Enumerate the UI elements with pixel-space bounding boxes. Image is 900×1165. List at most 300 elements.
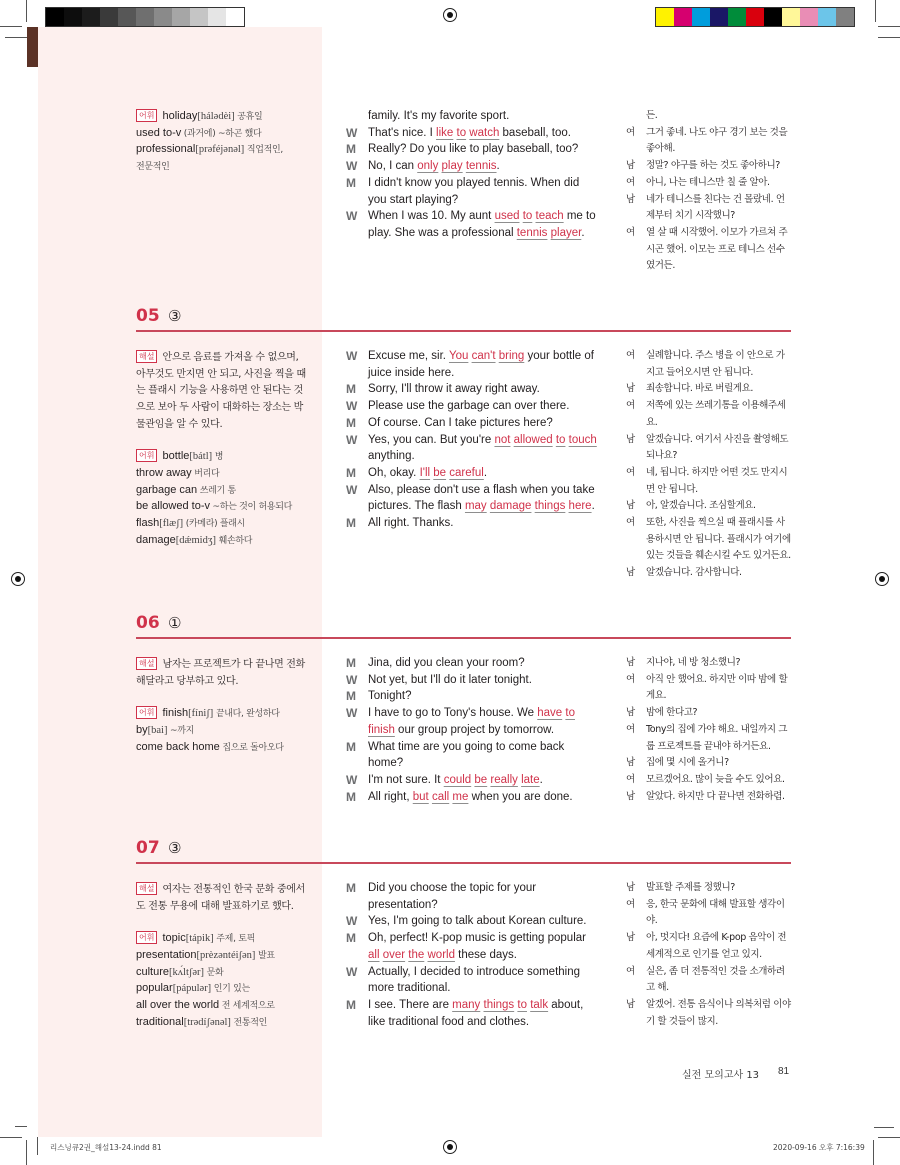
dialogue-line	[368, 398, 569, 415]
translation-line: 정말? 야구를 하는 것도 좋아하니?	[646, 160, 780, 172]
answer-blank: could	[443, 773, 472, 786]
dialogue-line	[368, 175, 579, 192]
translation-line: 그거 좋네. 나도 야구 경기 보는 것을	[646, 126, 788, 138]
vocab-meaning: 끝내다, 완성하다	[213, 709, 280, 720]
speaker-label: M	[346, 465, 356, 480]
dialogue-line	[368, 755, 403, 772]
vocab-entry	[136, 947, 275, 964]
explanation-text: 도 전통 무용에 대해 발표하기로 했다.	[136, 900, 294, 912]
vocab-meaning: 전통적인	[230, 1017, 268, 1028]
registration-mark-top	[443, 8, 457, 22]
vocab-ipa: [trədíʃənəl]	[183, 1016, 231, 1028]
dialogue-line	[368, 108, 509, 125]
dialogue-line	[368, 980, 450, 997]
crop-mark	[26, 1140, 27, 1165]
dialogue-line	[368, 897, 438, 914]
translation-line: 알았다. 하지만 다 끝나면 전화하렴.	[646, 790, 785, 802]
translation-line: 아니, 나는 테니스만 칠 줄 알아.	[646, 176, 770, 188]
answer-mark: ③	[168, 839, 182, 857]
dialogue-text: I didn't know you played tennis. When did	[368, 176, 580, 189]
vocab-ipa: [pápulər]	[172, 983, 212, 995]
speaker-label: W	[346, 482, 358, 497]
vocab-meaning: 직업적인,	[244, 145, 283, 156]
color-swatch	[136, 8, 154, 26]
translation-line: 아, 멋지다! 요즘에 K-pop 음악이 전	[646, 932, 787, 944]
answer-blank: to	[456, 126, 467, 139]
translation-speaker: 여	[626, 773, 636, 785]
translation-line: 열 살 때 시작했어. 이모가 가르쳐 주	[646, 226, 788, 238]
translation-speaker: 여	[626, 226, 636, 238]
translation-speaker: 남	[626, 932, 636, 944]
translation-speaker: 여	[626, 898, 636, 910]
explanation-tag: 해설	[136, 657, 157, 670]
translation-speaker: 남	[626, 383, 636, 395]
dialogue-line	[368, 482, 595, 499]
slug-filename: 리스닝큐2권_해설13-24.indd 81	[50, 1143, 162, 1152]
vocab-entry	[136, 532, 252, 549]
vocab-entry	[136, 705, 280, 722]
vocab-word: bottle	[162, 450, 190, 463]
speaker-label: W	[346, 672, 358, 687]
dialogue-line	[368, 739, 564, 756]
vocab-ipa: [bátl]	[189, 451, 213, 463]
explanation-text: 아무것도 만지면 안 되고, 사진을 찍을 때	[136, 368, 306, 380]
dialogue-line	[368, 930, 586, 947]
translation-line: 였거든.	[646, 260, 675, 272]
translation-line: 룹 프로젝트를 끝내야 하거든요.	[646, 740, 771, 752]
translation-line: 야.	[646, 915, 658, 927]
dialogue-line	[368, 432, 597, 449]
dialogue-text: I'm not sure. It	[368, 773, 444, 786]
color-swatch	[46, 8, 64, 26]
dialogue-text: about,	[548, 998, 584, 1011]
speaker-label: W	[346, 432, 358, 447]
vocab-entry	[136, 108, 262, 125]
dialogue-line	[368, 688, 411, 705]
dialogue-text: Of course. Can I take pictures here?	[368, 416, 553, 429]
dialogue-line	[368, 225, 585, 242]
dialogue-text: Jina, did you clean your room?	[368, 657, 525, 669]
dialogue-text: when you are done.	[468, 790, 573, 803]
speaker-label: M	[346, 415, 356, 430]
section-rule	[136, 637, 791, 639]
question-number: 07	[136, 838, 160, 858]
crop-mark	[37, 1137, 38, 1155]
dialogue-line	[368, 365, 454, 382]
vocab-word: professional	[136, 143, 196, 156]
answer-blank: here	[568, 500, 592, 513]
answer-blank: teach	[535, 210, 564, 223]
vocab-word: topic	[162, 932, 186, 945]
dialogue-line	[368, 705, 575, 722]
vocab-word: used to-v	[136, 126, 182, 139]
speaker-label: M	[346, 175, 356, 190]
answer-blank: the	[408, 948, 425, 961]
dialogue-text: your bottle of	[524, 350, 594, 362]
vocab-meaning: 전 세계적으로	[219, 1000, 275, 1011]
vocab-ipa: [bai]	[147, 724, 168, 736]
vocab-ipa: [prèzəntéiʃən]	[196, 949, 256, 961]
registration-mark-left	[11, 572, 25, 586]
answer-blank: to	[522, 210, 533, 223]
translation-line: 세계적으로 인기를 얻고 있지.	[646, 948, 762, 960]
translation-speaker: 남	[626, 707, 636, 719]
dialogue-text: like traditional food and clothes.	[368, 1015, 530, 1028]
dialogue-text: Excuse me, sir.	[368, 350, 449, 362]
explanation-line	[136, 348, 299, 365]
vocab-entry	[136, 997, 275, 1014]
registration-mark-right	[875, 572, 889, 586]
vocab-meaning: 전문적인	[136, 162, 170, 173]
translation-line: 아직 안 했어요. 하지만 이따 밤에 할	[646, 673, 788, 685]
vocab-entry	[136, 158, 170, 175]
dialogue-line	[368, 448, 415, 465]
vocab-entry	[136, 141, 283, 158]
answer-blank: player	[550, 226, 582, 239]
answer-blank: not	[494, 433, 511, 446]
explanation-text: 으로 보아 두 사람이 대화하는 장소는 박	[136, 402, 304, 414]
color-swatch	[82, 8, 100, 26]
answer-blank: to	[517, 998, 527, 1011]
translation-line: 알겠습니다. 여기서 사진을 촬영해도	[646, 433, 789, 445]
crop-mark	[873, 1140, 874, 1165]
dialogue-line	[368, 789, 573, 806]
dialogue-text: No, I can	[368, 160, 418, 173]
translation-line: Tony의 집에 가야 해요. 내일까지 그	[646, 723, 788, 735]
answer-blank: things	[534, 500, 566, 513]
speaker-label: M	[346, 689, 356, 704]
explanation-line	[136, 415, 222, 432]
answer-blank: be	[433, 466, 447, 479]
answer-blank: may	[464, 500, 487, 513]
dialogue-line	[368, 997, 583, 1014]
answer-blank: bring	[498, 350, 525, 362]
answer-blank: watch	[469, 126, 500, 139]
answer-blank: call	[431, 790, 450, 803]
speaker-label: W	[346, 159, 358, 174]
explanation-text: 안으로 음료를 가져올 수 없으며,	[162, 352, 299, 363]
translation-line: 실례합니다. 주스 병을 이 안으로 가	[646, 350, 785, 361]
translation-line: 죄송합니다. 바로 버릴게요.	[646, 383, 754, 395]
speaker-label: M	[346, 931, 356, 946]
crop-mark	[0, 1137, 22, 1138]
dialogue-text: Sorry, I'll throw it away right away.	[368, 383, 540, 396]
vocab-entry	[136, 980, 250, 997]
dialogue-line	[368, 125, 571, 142]
vocab-meaning: 병	[212, 452, 224, 463]
translation-line: 네가 테니스를 친다는 건 몰랐네. 언	[646, 193, 785, 205]
crop-mark	[0, 26, 22, 27]
color-swatch	[190, 8, 208, 26]
crop-mark	[875, 0, 876, 22]
speaker-label: M	[346, 789, 356, 804]
color-swatch	[656, 8, 674, 26]
speaker-label: M	[346, 382, 356, 397]
translation-line: 지나야, 네 방 청소했니?	[646, 657, 741, 668]
translation-line: 발표할 주제를 정했니?	[646, 882, 735, 893]
translation-line: 아, 알겠습니다. 조심할게요.	[646, 500, 756, 512]
answer-blank: You	[448, 350, 469, 362]
vocab-ipa: [kʌ́ltʃər]	[169, 966, 205, 978]
registration-mark-bottom	[443, 1140, 457, 1154]
crop-mark	[15, 1126, 27, 1127]
slug-timestamp: 2020-09-16 오후 7:16:39	[773, 1143, 865, 1152]
dialogue-text: Tonight?	[368, 690, 412, 703]
vocab-word: finish	[162, 707, 189, 720]
dialogue-text: Oh, perfect! K-pop music is getting popular	[368, 932, 586, 945]
speaker-label: W	[346, 399, 358, 414]
translation-speaker: 남	[626, 998, 636, 1010]
vocab-word: presentation	[136, 948, 197, 961]
explanation-text: 물관임을 알 수 있다.	[136, 418, 223, 430]
speaker-label: W	[346, 349, 358, 363]
dialogue-text: pictures. The flash	[368, 500, 465, 513]
translation-line: 모르겠어요. 많이 늦을 수도 있어요.	[646, 773, 785, 785]
vocab-entry	[136, 448, 223, 465]
answer-blank: me	[452, 790, 469, 803]
dialogue-text: All right,	[368, 790, 413, 803]
dialogue-line	[368, 655, 525, 672]
explanation-text: 남자는 프로젝트가 다 끝나면 전화	[162, 659, 306, 670]
translation-speaker: 여	[626, 350, 636, 361]
dialogue-text: family. It's my favorite sport.	[368, 110, 510, 122]
question-number: 06	[136, 613, 160, 633]
dialogue-line	[368, 348, 594, 365]
vocab-meaning: 쓰레기 통	[197, 485, 236, 496]
translation-speaker: 여	[626, 517, 636, 528]
dialogue-text: All right. Thanks.	[368, 517, 454, 529]
vocab-word: all over the world	[136, 998, 220, 1011]
translation-line: 시곤 했어. 이모는 프로 테니스 선수	[646, 243, 785, 255]
vocab-ipa: [flæʃ]	[159, 518, 184, 529]
dialogue-line	[368, 964, 580, 981]
speaker-label: W	[346, 964, 358, 979]
dialogue-text: Not yet, but I'll do it later tonight.	[368, 673, 532, 686]
answer-blank: be	[474, 773, 488, 786]
vocab-tag: 어휘	[136, 109, 157, 122]
vocab-meaning: 버리다	[191, 468, 220, 479]
answer-mark: ①	[168, 614, 182, 632]
vocab-meaning: 문화	[204, 967, 224, 978]
vocab-meaning: 주제, 토픽	[213, 934, 255, 945]
answer-blank: finish	[368, 723, 395, 736]
answer-blank: play	[441, 160, 463, 173]
vocab-entry	[136, 930, 255, 947]
vocab-entry	[136, 515, 245, 532]
crop-mark	[5, 37, 27, 38]
dialogue-line	[368, 1014, 529, 1031]
color-swatch	[154, 8, 172, 26]
color-swatch	[118, 8, 136, 26]
dialogue-text: play. She was a professional	[368, 226, 517, 239]
dialogue-text: our group project by tomorrow.	[394, 723, 555, 736]
color-swatch	[764, 8, 782, 26]
vocab-tag: 어휘	[136, 931, 157, 944]
speaker-label: M	[346, 881, 356, 895]
explanation-line	[136, 897, 294, 914]
translation-line: 기 할 것들이 많지.	[646, 1015, 718, 1027]
color-swatch	[710, 8, 728, 26]
dialogue-line	[368, 772, 543, 789]
vocab-meaning: 인기 있는	[211, 984, 250, 995]
page-number: 81	[778, 1066, 790, 1077]
translation-speaker: 남	[626, 500, 636, 512]
answer-mark: ③	[168, 307, 182, 325]
section-rule	[136, 862, 791, 864]
running-title: 실전 모의고사 13	[682, 1070, 760, 1081]
color-swatch	[800, 8, 818, 26]
vocab-entry	[136, 722, 194, 739]
dialogue-text: Yes, you can. But you're	[368, 433, 495, 446]
answer-blank: have	[537, 707, 563, 720]
translation-line: 네, 됩니다. 하지만 어떤 것도 만지시	[646, 466, 788, 478]
vocab-entry	[136, 465, 219, 482]
translation-line: 제부터 치기 시작했니?	[646, 210, 735, 222]
dialogue-line	[368, 880, 536, 897]
dialogue-text: That's nice. I	[368, 126, 437, 139]
answer-blank: damage	[489, 500, 532, 513]
translation-speaker: 여	[626, 673, 636, 685]
dialogue-text: presentation?	[368, 898, 438, 911]
crop-mark	[26, 0, 27, 22]
dialogue-text: When I was 10. My aunt	[368, 210, 495, 223]
dialogue-text: anything.	[368, 450, 415, 463]
translation-line: 용하시면 안 됩니다. 플래시가 여기에	[646, 533, 791, 545]
dialogue-text: Please use the garbage can over there.	[368, 400, 570, 413]
vocab-meaning: 공휴일	[234, 112, 263, 122]
vocab-entry	[136, 964, 223, 981]
speaker-label: W	[346, 914, 358, 929]
answer-blank: touch	[568, 433, 597, 446]
gray-calibration-bar	[45, 7, 245, 27]
vocab-ipa: [dǽmidʒ]	[175, 534, 217, 546]
explanation-line	[136, 381, 303, 398]
vocab-tag: 어휘	[136, 449, 157, 462]
vocab-word: damage	[136, 533, 176, 546]
translation-speaker: 남	[626, 433, 636, 445]
answer-blank: many	[452, 998, 481, 1011]
dialogue-text: Oh, okay.	[368, 466, 420, 479]
vocab-entry	[136, 739, 284, 756]
vocab-word: by	[136, 723, 148, 736]
answer-blank: I'll	[419, 466, 431, 479]
vocab-ipa: [prəféjənəl]	[195, 144, 245, 156]
translation-speaker: 남	[626, 657, 636, 668]
speaker-label: M	[346, 997, 356, 1012]
dialogue-line	[368, 913, 587, 930]
vocab-entry	[136, 125, 261, 142]
translation-speaker: 남	[626, 757, 636, 769]
question-number: 05	[136, 306, 160, 326]
explanation-text: 여자는 전통적인 한국 문화 중에서	[162, 884, 306, 895]
translation-line: 실은, 좀 더 전통적인 것을 소개하려	[646, 965, 785, 977]
color-swatch	[100, 8, 118, 26]
explanation-tag: 해설	[136, 350, 157, 363]
answer-blank: to	[555, 433, 566, 446]
translation-line: 지고 들어오시면 안 됩니다.	[646, 366, 754, 378]
color-swatch	[728, 8, 746, 26]
dialogue-line	[368, 947, 517, 964]
translation-speaker: 남	[626, 193, 636, 205]
dialogue-text: I see. There are	[368, 998, 453, 1011]
vocab-ipa: [fíniʃ]	[188, 708, 214, 720]
vocab-meaning: 발표	[255, 950, 275, 961]
answer-blank: things	[483, 998, 515, 1011]
vocab-word: traditional	[136, 1015, 184, 1028]
translation-line: 고 해.	[646, 982, 669, 994]
answer-blank: careful	[449, 466, 484, 479]
translation-speaker: 여	[626, 466, 636, 478]
dialogue-text: more traditional.	[368, 982, 451, 995]
dialogue-line	[368, 672, 532, 689]
vocab-word: be allowed to-v	[136, 500, 210, 513]
translation-line: 게요.	[646, 690, 667, 702]
crop-mark	[878, 26, 900, 27]
explanation-line	[136, 655, 305, 672]
translation-speaker: 남	[626, 567, 636, 579]
color-calibration-bar	[655, 7, 855, 27]
speaker-label: W	[346, 125, 358, 140]
vocab-ipa: [tápik]	[185, 933, 214, 945]
answer-blank: all	[368, 948, 380, 961]
answer-blank: only	[417, 160, 439, 173]
translation-speaker: 여	[626, 176, 636, 188]
vocab-word: flash	[136, 517, 160, 529]
speaker-label: M	[346, 142, 356, 157]
spine-tab	[27, 27, 38, 67]
dialogue-line	[368, 498, 595, 515]
speaker-label: M	[346, 739, 356, 754]
dialogue-text: What time are you going to come back	[368, 740, 565, 753]
dialogue-line	[368, 465, 487, 482]
vocab-meaning: (카메라) 플래시	[183, 519, 246, 529]
dialogue-text: .	[483, 466, 488, 479]
vocab-entry	[136, 1014, 267, 1031]
translation-speaker: 여	[626, 723, 636, 735]
dialogue-line	[368, 381, 540, 398]
vocab-word: throw away	[136, 466, 192, 479]
explanation-line	[136, 365, 306, 382]
dialogue-text: Did you choose the topic for your	[368, 882, 537, 894]
vocab-meaning: 훼손하다	[216, 535, 253, 546]
speaker-label: M	[346, 516, 356, 530]
answer-blank: world	[427, 948, 455, 961]
translation-line: 집에 몇 시에 올거니?	[646, 757, 729, 769]
vocab-tag: 어휘	[136, 706, 157, 719]
translation-line: 좋아해.	[646, 143, 675, 155]
color-swatch	[64, 8, 82, 26]
vocab-meaning: ~하는 것이 허용되다	[210, 502, 293, 513]
translation-line: 요.	[646, 416, 658, 428]
vocab-entry	[136, 498, 292, 515]
translation-line: 있는 것들을 훼손시킬 수도 있거든요.	[646, 550, 791, 562]
color-swatch	[746, 8, 764, 26]
translation-line: 알겠어. 전통 음식이나 의복처럼 이야	[646, 998, 791, 1010]
answer-blank: really	[490, 773, 518, 786]
answer-blank: tennis	[516, 226, 548, 239]
dialogue-text: Yes, I'm going to talk about Korean culture.	[368, 915, 587, 928]
dialogue-line	[368, 192, 458, 209]
explanation-text: 는 플래시 기능을 사용하면 안 된다는 것	[136, 385, 304, 397]
vocab-word: holiday	[162, 110, 198, 122]
answer-blank: tennis	[465, 160, 497, 173]
color-swatch	[818, 8, 836, 26]
answer-blank: like	[436, 126, 454, 139]
vocab-ipa: [hálədèi]	[197, 111, 235, 122]
translation-speaker: 남	[626, 882, 636, 893]
dialogue-text: baseball, too.	[499, 126, 571, 139]
section-rule	[136, 330, 791, 332]
